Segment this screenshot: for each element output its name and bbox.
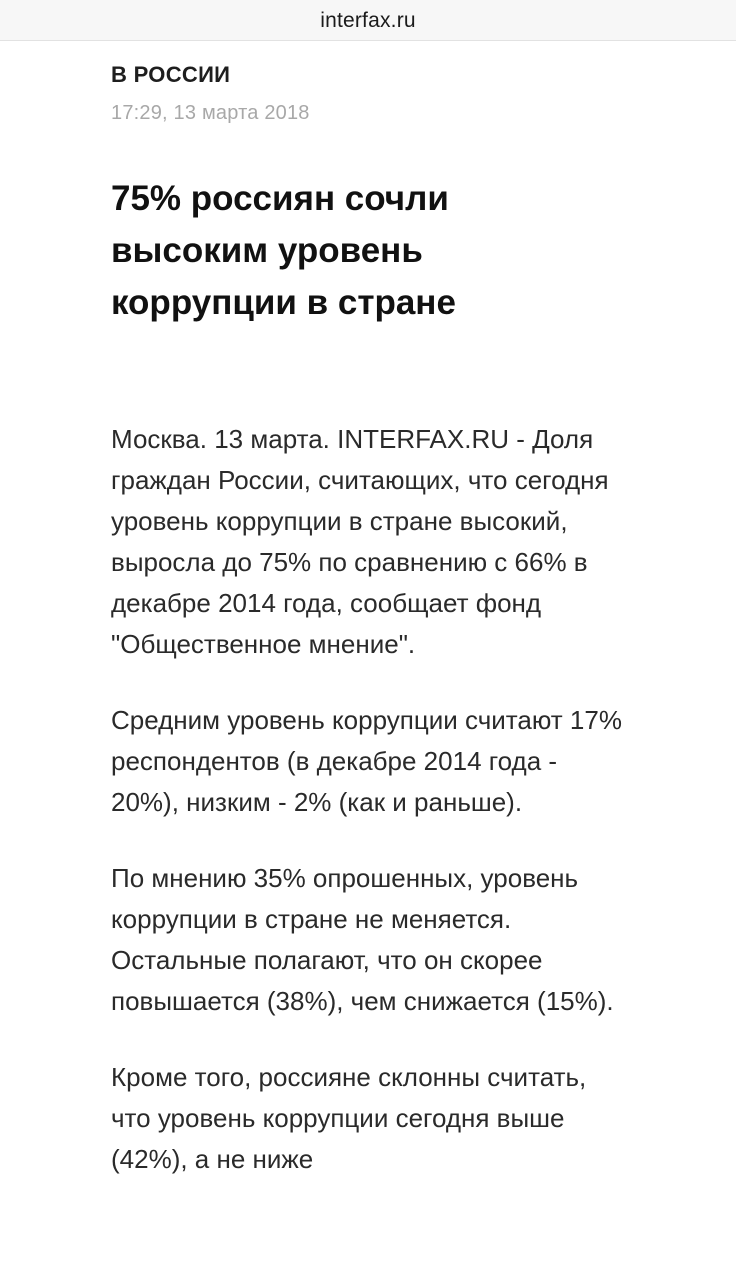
article-headline: 75% россиян сочли высоким уровень коррупции в стране xyxy=(111,179,456,322)
article-paragraph: Средним уровень коррупции считают 17% респондентов (в декабре 2014 года - 20%), низким - 2% (как и раньше). xyxy=(111,705,622,817)
article-body xyxy=(111,419,626,1180)
url-text[interactable]: interfax.ru xyxy=(320,9,416,32)
article-paragraph: Москва. 13 марта. INTERFAX.RU - Доля граждан России, считающих, что сегодня уровень коррупции в стране высокий, выросла до 75% по сравнению с 66% в декабре 2014 года, сообщает фонд "Общественное мнение". xyxy=(111,424,609,659)
article-timestamp: 17:29, 13 марта 2018 xyxy=(111,102,310,124)
article-paragraph: Кроме того, россияне склонны считать, что уровень коррупции сегодня выше (42%), а не ниже xyxy=(111,1062,587,1174)
article xyxy=(111,58,626,1215)
rubric-link[interactable]: В РОССИИ xyxy=(111,62,231,87)
address-bar[interactable] xyxy=(0,0,736,41)
article-paragraph: По мнению 35% опрошенных, уровень коррупции в стране не меняется. Остальные полагают, что он скорее повышается (38%), чем снижается (15%). xyxy=(111,863,614,1016)
